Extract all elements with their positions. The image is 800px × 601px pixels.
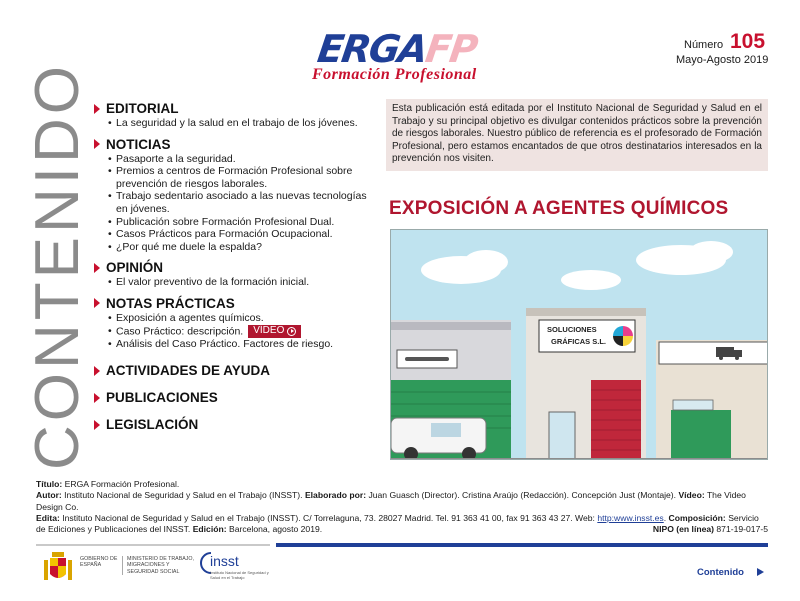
insst-subtitle: Instituto Nacional de Seguridad y Salud en el Trabajo — [210, 570, 269, 580]
toc-item[interactable]: • Casos Prácticos para Formación Ocupacional. — [108, 228, 374, 241]
sign-line-2: GRÁFICAS S.L. — [551, 337, 607, 346]
toc-item-with-video[interactable]: • Caso Práctico: descripción. VÍDEO — [108, 325, 374, 338]
credits-block — [36, 479, 768, 535]
sign-line-1: SOLUCIONES — [547, 325, 597, 334]
toc-section-noticias — [94, 136, 374, 254]
red-arrow-icon — [94, 298, 100, 308]
article-title[interactable]: EXPOSICIÓN A AGENTES QUÍMICOS — [389, 198, 729, 219]
issue-label: Número — [684, 39, 724, 51]
toc-item[interactable]: • La seguridad y la salud en el trabajo de los jóvenes. — [108, 117, 374, 130]
credits-title-line: Título: ERGA Formación Profesional. — [36, 479, 180, 489]
logo-subtitle: Formación Profesional — [312, 66, 477, 83]
toc-heading-publicaciones[interactable]: PUBLICACIONES — [94, 389, 374, 406]
vertical-section-title: CONTENIDO — [23, 62, 92, 470]
issue-date: Mayo-Agosto 2019 — [676, 54, 769, 66]
government-label: GOBIERNO DE ESPAÑA — [80, 556, 118, 569]
nipo: NIPO (en línea) 871-19-017-5 — [652, 524, 768, 535]
toc-heading-actividades[interactable]: ACTIVIDADES DE AYUDA — [94, 362, 374, 379]
toc-item[interactable]: • ¿Por qué me duele la espalda? — [108, 241, 374, 254]
issue-number: 105 — [730, 30, 766, 53]
article-illustration[interactable] — [390, 229, 768, 460]
insst-wordmark: insst — [210, 553, 239, 569]
logo-wordmark: ERGAFP — [314, 27, 479, 71]
toc-item[interactable]: • Exposición a agentes químicos. — [108, 312, 374, 325]
red-arrow-icon — [94, 104, 100, 114]
toc-item[interactable]: • Trabajo sedentario asociado a las nuevas tecnologías en jóvenes. — [108, 190, 374, 215]
red-arrow-icon — [94, 263, 100, 273]
toc-section-publicaciones — [94, 389, 374, 406]
cmyk-logo-icon — [613, 326, 633, 346]
toc-heading-legislacion[interactable]: LEGISLACIÓN — [94, 416, 374, 433]
toc-section-opinion — [94, 259, 374, 289]
toc-item[interactable]: • Análisis del Caso Práctico. Factores de riesgo. — [108, 338, 374, 351]
red-arrow-icon — [94, 393, 100, 403]
toc-section-notas-practicas — [94, 295, 374, 350]
toc-heading-noticias[interactable]: NOTICIAS — [94, 136, 374, 153]
table-of-contents — [94, 100, 374, 439]
toc-item[interactable]: • Publicación sobre Formación Profesional Dual. — [108, 216, 374, 229]
credits-author-line: Autor: Instituto Nacional de Seguridad y Salud en el Trabajo (INSST). Elaborado por: Juan Guasch (Director). Cristina Araújo (Redacción). Concepción Just (Montaje). Vídeo: The Video Design Co. — [36, 490, 746, 512]
play-icon — [287, 327, 296, 336]
toc-item[interactable]: • Pasaporte a la seguridad. — [108, 153, 374, 166]
coat-of-arms-icon — [38, 548, 78, 588]
video-button[interactable]: VÍDEO — [248, 325, 301, 338]
contents-link[interactable]: Contenido — [697, 567, 744, 578]
insst-logo[interactable] — [200, 548, 280, 588]
toc-item[interactable]: • El valor preventivo de la formación inicial. — [108, 276, 374, 289]
website-link[interactable]: http:www.insst.es — [597, 512, 664, 523]
intro-box: Esta publicación está editada por el Instituto Nacional de Seguridad y Salud en el Trabajo y su principal objetivo es divulgar contenidos prácticos sobre la prevención de riesgos laborales. Nuestro público de referencia es el profesorado de Formación Profesional, pero estamos encantados de que otros destinatarios interesados en la prevención nos visiten. — [386, 99, 768, 171]
ministry-label: MINISTERIO DE TRABAJO, MIGRACIONES Y SEGURIDAD SOCIAL — [122, 556, 198, 575]
next-arrow-icon[interactable] — [757, 568, 764, 576]
credits-publisher-line: Edita: Instituto Nacional de Seguridad y Salud en el Trabajo (INSST). C/ Torrelaguna, 73. 28027 Madrid. Tel. 91 363 41 00, fax 91 363 43 27. Web: http:www.insst.es. Composición: Servicio de Ediciones y Publicaciones del INSST. Edición: Barcelona, agosto 2019. — [36, 512, 759, 535]
toc-heading-notas-practicas[interactable]: NOTAS PRÁCTICAS — [94, 295, 374, 312]
toc-item[interactable]: • Premios a centros de Formación Profesional sobre prevención de riesgos laborales. — [108, 165, 374, 190]
toc-section-editorial — [94, 100, 374, 130]
red-arrow-icon — [94, 139, 100, 149]
toc-heading-editorial[interactable]: EDITORIAL — [94, 100, 374, 117]
red-arrow-icon — [94, 366, 100, 376]
government-logo — [38, 548, 198, 588]
toc-section-actividades — [94, 362, 374, 379]
footer-divider-gray — [36, 544, 270, 546]
erga-logo — [306, 28, 506, 88]
toc-section-legislacion — [94, 416, 374, 433]
toc-heading-opinion[interactable]: OPINIÓN — [94, 259, 374, 276]
red-arrow-icon — [94, 420, 100, 430]
industrial-buildings-illustration — [391, 230, 768, 460]
footer-divider-blue — [276, 543, 768, 547]
